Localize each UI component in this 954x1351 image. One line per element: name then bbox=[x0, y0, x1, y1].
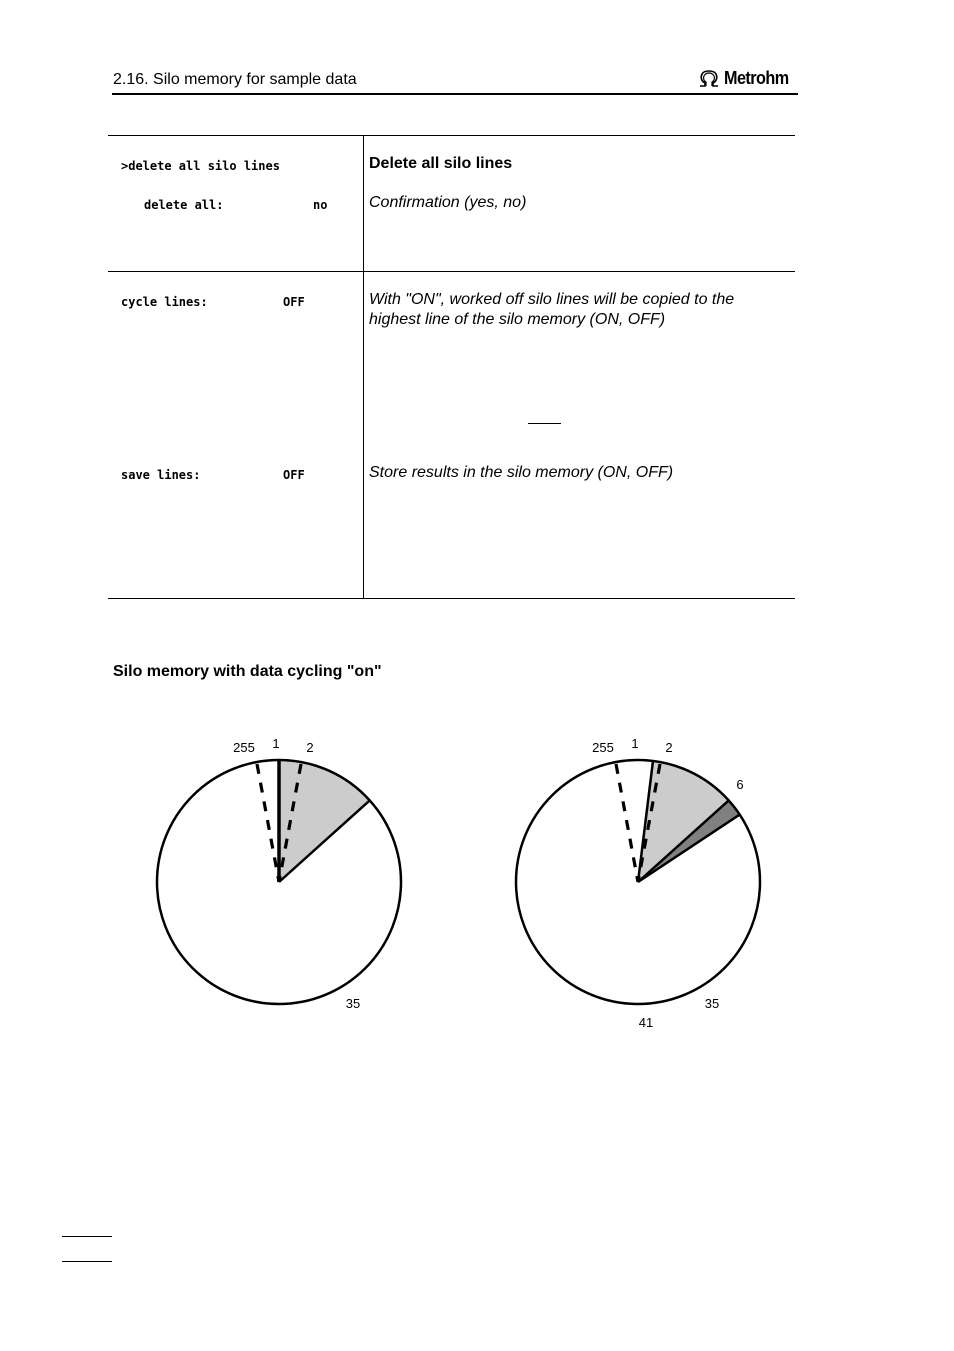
pie-label-255: 255 bbox=[233, 740, 255, 755]
pie-chart-1 bbox=[157, 736, 401, 1011]
pie-label-1: 1 bbox=[631, 736, 639, 751]
omega-logo-icon bbox=[697, 68, 721, 88]
pie-label-2: 2 bbox=[665, 740, 673, 755]
pie-label-35: 35 bbox=[345, 996, 361, 1011]
pie-label-1: 1 bbox=[272, 736, 280, 751]
pie-label-6: 6 bbox=[736, 777, 744, 792]
delete-command-label: >delete all silo lines bbox=[121, 159, 280, 173]
pie-label-255: 255 bbox=[592, 740, 614, 755]
delete-all-description: Confirmation (yes, no) bbox=[369, 194, 527, 211]
footer-rule-2 bbox=[62, 1261, 112, 1262]
page-header-title: 2.16. Silo memory for sample data bbox=[113, 71, 357, 88]
table-column-divider bbox=[363, 135, 364, 599]
cycle-lines-param-value: OFF bbox=[283, 295, 305, 309]
pie-label-2: 2 bbox=[306, 740, 314, 755]
metrohm-logo bbox=[697, 67, 796, 89]
header-rule bbox=[112, 93, 798, 95]
delete-all-param-label: delete all: bbox=[144, 198, 224, 212]
parameter-table bbox=[108, 135, 795, 599]
silo-memory-diagrams bbox=[0, 720, 954, 1040]
section-heading: Silo memory with data cycling "on" bbox=[113, 663, 382, 680]
cycle-lines-param-label: cycle lines: bbox=[121, 295, 208, 309]
delete-all-param-value: no bbox=[313, 198, 328, 212]
save-lines-param-label: save lines: bbox=[121, 468, 201, 482]
table-top-border bbox=[108, 135, 795, 136]
footer-rule-1 bbox=[62, 1236, 112, 1237]
short-rule bbox=[528, 423, 561, 424]
pie-label-41: 41 bbox=[638, 1015, 654, 1030]
save-lines-description: Store results in the silo memory (ON, OFF) bbox=[369, 464, 674, 481]
delete-all-title: Delete all silo lines bbox=[369, 155, 513, 172]
table-row-divider bbox=[108, 271, 795, 272]
cycle-lines-description: With "ON", worked off silo lines will be copied to the highest line of the silo memory (ON, OFF) bbox=[369, 291, 735, 328]
save-lines-param-value: OFF bbox=[283, 468, 305, 482]
pie-chart-2 bbox=[516, 736, 760, 1030]
logo-wordmark: Metrohm bbox=[724, 67, 789, 88]
table-bottom-border bbox=[108, 598, 795, 599]
pie-label-35: 35 bbox=[704, 996, 720, 1011]
